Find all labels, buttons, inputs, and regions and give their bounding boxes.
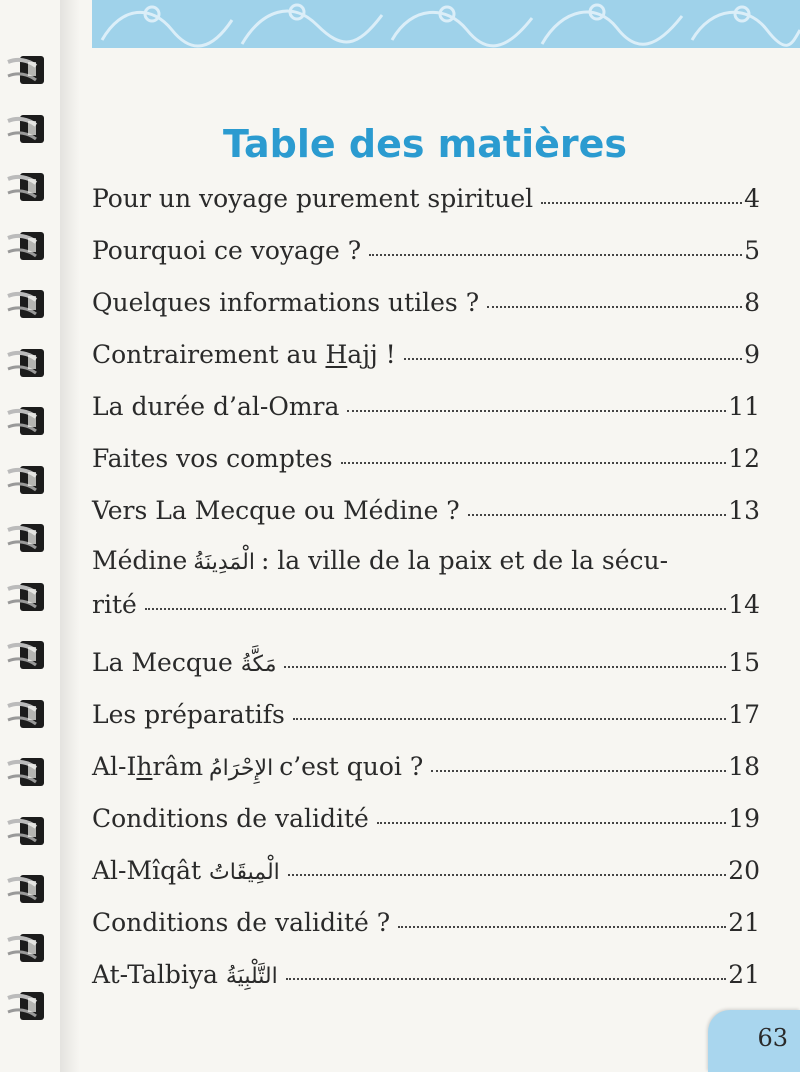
leader-dots	[293, 718, 726, 720]
toc-entry-page: 15	[728, 648, 760, 677]
toc-entry-multiline[interactable]	[92, 546, 760, 630]
leader-dots	[431, 770, 726, 772]
toc-entry-label: Pourquoi ce voyage ?	[92, 236, 362, 265]
toc-entry[interactable]	[92, 752, 760, 792]
binding-ring-icon	[6, 111, 50, 147]
toc-entry-label-line2: rité	[92, 590, 137, 619]
toc-entry-label: Quelques informations utiles ?	[92, 288, 480, 317]
toc-entry[interactable]	[92, 856, 760, 896]
toc-entry[interactable]	[92, 392, 760, 432]
toc-entry-page: 14	[728, 590, 760, 619]
label-part: Al-I	[92, 752, 137, 781]
toc-entry-page: 11	[728, 392, 760, 421]
decorative-header-band	[92, 0, 800, 48]
toc-entry-label	[92, 340, 396, 369]
label-underlined-letter: H	[325, 340, 348, 369]
toc-entry[interactable]	[92, 700, 760, 740]
leader-dots	[487, 306, 742, 308]
leader-dots	[286, 978, 726, 980]
toc-entry[interactable]	[92, 496, 760, 536]
toc-entry-label: At-Talbiya	[92, 960, 218, 989]
toc-entry[interactable]	[92, 804, 760, 844]
binding-ring-icon	[6, 637, 50, 673]
arabic-term: مَكَّةُ	[240, 652, 277, 677]
arabic-term: الْمَدِينَةُ	[193, 550, 255, 575]
toc-entry-label: Médine	[92, 546, 188, 575]
toc-entry-label: La Mecque	[92, 648, 233, 677]
toc-entry-label: Vers La Mecque ou Médine ?	[92, 496, 460, 525]
toc-entry[interactable]	[92, 444, 760, 484]
toc-entry-page: 21	[728, 908, 760, 937]
toc-entry-page: 5	[744, 236, 760, 265]
binding-ring-icon	[6, 754, 50, 790]
binding-ring-icon	[6, 286, 50, 322]
leader-dots	[145, 608, 726, 610]
binding-ring-icon	[6, 462, 50, 498]
toc-entry[interactable]	[92, 340, 760, 380]
binding-ring-icon	[6, 228, 50, 264]
toc-entry[interactable]	[92, 184, 760, 224]
binding-ring-icon	[6, 988, 50, 1024]
toc-entry-label	[92, 752, 203, 781]
toc-entry-page: 20	[728, 856, 760, 885]
toc-entry-label: La durée d’al-Omra	[92, 392, 340, 421]
arabic-term: الإِحْرَامُ	[209, 756, 274, 781]
leader-dots	[398, 926, 726, 928]
leader-dots	[341, 462, 727, 464]
toc-entry[interactable]	[92, 288, 760, 328]
floral-pattern-icon	[92, 0, 800, 48]
binding-ring-icon	[6, 403, 50, 439]
label-part: Contrairement au	[92, 340, 326, 369]
arabic-term: الْمِيقَاتُ	[209, 860, 280, 885]
toc-entry-page: 19	[728, 804, 760, 833]
toc-entry-line2	[92, 590, 760, 630]
arabic-term: التَّلْبِيَةُ	[225, 964, 278, 989]
leader-dots	[541, 202, 742, 204]
label-underlined-letter: h	[136, 752, 153, 781]
toc-entry[interactable]	[92, 236, 760, 276]
page-number: 63	[757, 1024, 788, 1052]
toc-entry-page: 17	[728, 700, 760, 729]
page-gutter-shadow	[60, 0, 80, 1072]
leader-dots	[288, 874, 726, 876]
leader-dots	[404, 358, 742, 360]
leader-dots	[347, 410, 726, 412]
label-part: râm	[152, 752, 204, 781]
spiral-binding	[0, 0, 62, 1072]
toc-entry-page: 4	[744, 184, 760, 213]
binding-ring-icon	[6, 579, 50, 615]
binding-ring-icon	[6, 813, 50, 849]
toc-entry-page: 8	[744, 288, 760, 317]
leader-dots	[468, 514, 726, 516]
binding-ring-icon	[6, 930, 50, 966]
page-title: Table des matières	[222, 122, 628, 166]
toc-entry-page: 9	[744, 340, 760, 369]
toc-entry-label-continued: : la ville de la paix et de la sécu-	[260, 546, 669, 575]
leader-dots	[377, 822, 726, 824]
binding-ring-icon	[6, 520, 50, 556]
binding-ring-icon	[6, 169, 50, 205]
toc-entry-label: Les préparatifs	[92, 700, 285, 729]
toc-entry-page: 21	[728, 960, 760, 989]
toc-entry-page: 13	[728, 496, 760, 525]
leader-dots	[284, 666, 726, 668]
toc-entry-label: Pour un voyage purement spirituel	[92, 184, 534, 213]
toc-entry-page: 12	[728, 444, 760, 473]
toc-entry-label: Conditions de validité	[92, 804, 369, 833]
toc-entry[interactable]	[92, 908, 760, 948]
binding-ring-icon	[6, 871, 50, 907]
toc-entry-label-continued: c’est quoi ?	[279, 752, 424, 781]
binding-ring-icon	[6, 52, 50, 88]
binding-ring-icon	[6, 345, 50, 381]
toc-entry-label: Conditions de validité ?	[92, 908, 391, 937]
leader-dots	[369, 254, 742, 256]
page-number-tab	[708, 1010, 800, 1072]
toc-entry[interactable]	[92, 960, 760, 1000]
toc-entry[interactable]	[92, 648, 760, 688]
binding-ring-icon	[6, 696, 50, 732]
label-part: ajj !	[347, 340, 396, 369]
toc-entry-label: Al-Mîqât	[92, 856, 202, 885]
toc-entry-page: 18	[728, 752, 760, 781]
toc-entry-label: Faites vos comptes	[92, 444, 333, 473]
